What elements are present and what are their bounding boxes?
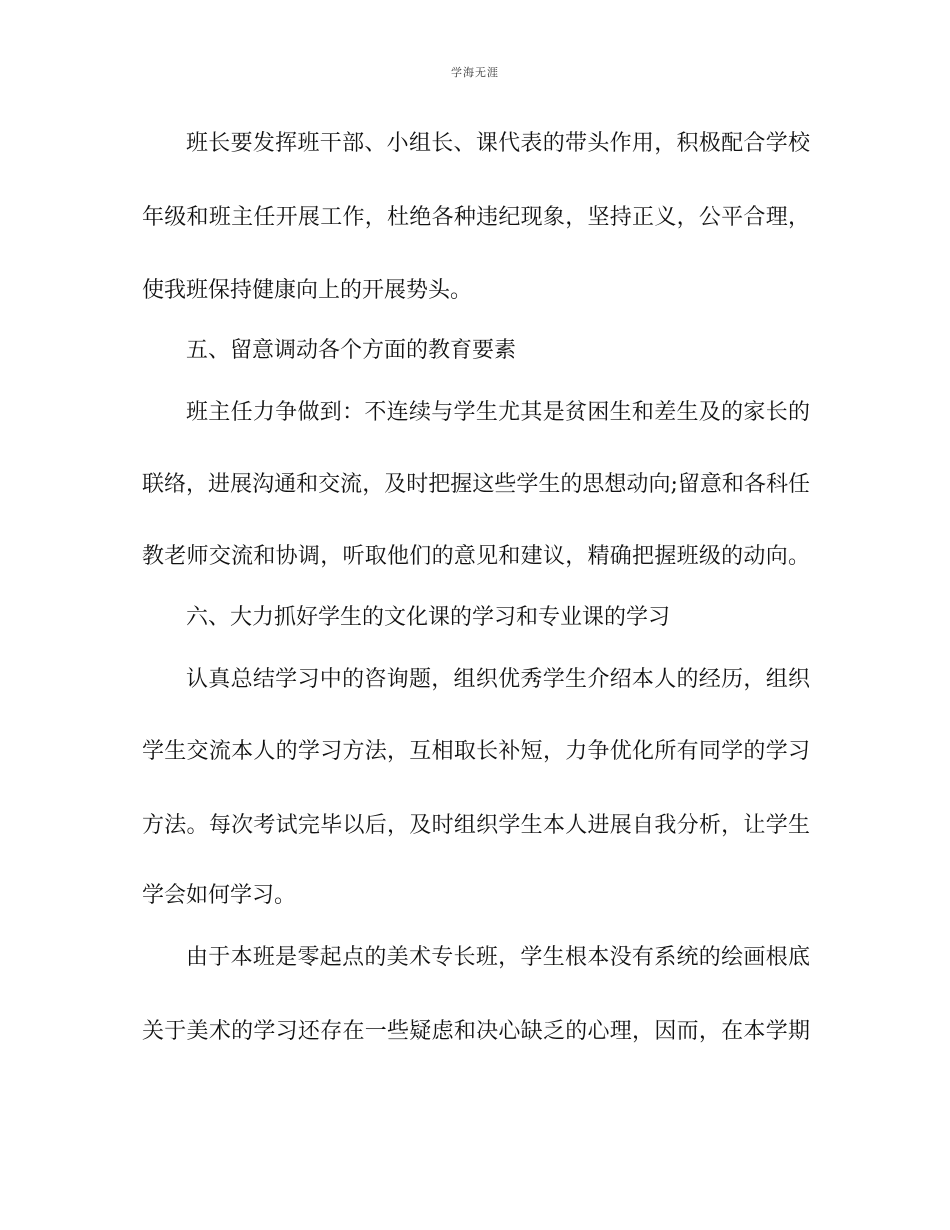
section-heading: 六、大力抓好学生的文化课的学习和专业课的学习 [186, 605, 671, 630]
paragraph-line: 关于美术的学习还存在一些疑虑和决心缺乏的心理，因而，在本学期 [142, 1019, 810, 1044]
paragraph-line: 教老师交流和协调，听取他们的意见和建议，精确把握班级的动向。 [142, 544, 810, 569]
paragraph-line: 使我班保持健康向上的开展势头。 [142, 278, 473, 303]
paragraph-line: 年级和班主任开展工作，杜绝各种违纪现象，坚持正义，公平合理， [142, 205, 810, 230]
paragraph-line: 班长要发挥班干部、小组长、课代表的带头作用，积极配合学校 [186, 131, 810, 156]
paragraph-line: 由于本班是零起点的美术专长班，学生根本没有系统的绘画根底 [186, 945, 810, 970]
paragraph-line: 学生交流本人的学习方法，互相取长补短，力争优化所有同学的学习 [142, 739, 810, 764]
paragraph-line: 班主任力争做到：不连续与学生尤其是贫困生和差生及的家长的 [186, 400, 810, 425]
paragraph-line: 认真总结学习中的咨询题，组织优秀学生介绍本人的经历，组织 [186, 667, 810, 692]
paragraph-line: 联络，进展沟通和交流，及时把握这些学生的思想动向;留意和各科任 [142, 472, 810, 497]
section-heading: 五、留意调动各个方面的教育要素 [186, 338, 517, 363]
paragraph-line: 方法。每次考试完毕以后，及时组织学生本人进展自我分析，让学生 [142, 813, 810, 838]
page-header: 学海无涯 [451, 66, 499, 79]
paragraph-line: 学会如何学习。 [142, 883, 297, 908]
